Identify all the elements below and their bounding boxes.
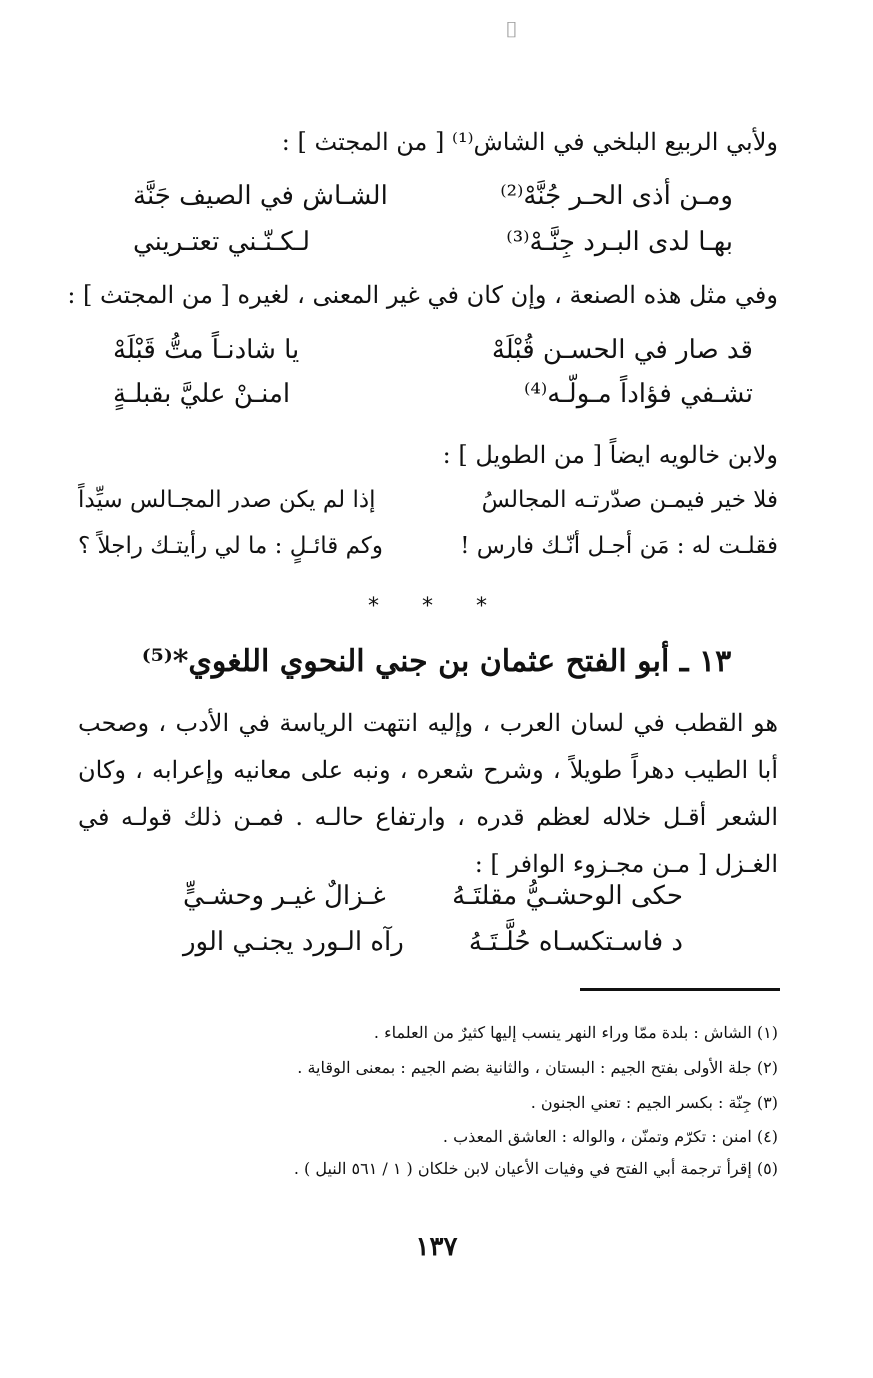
hemistich: فقلـت له : مَن أجـل أنّـك فارس ! (460, 533, 778, 559)
footnote: (٢) جلة الأولى بفتح الجيم : البستان ، والثانية بضم الجيم : بمعنى الوقاية . (297, 1058, 778, 1077)
verse-1-line-2 (133, 226, 733, 258)
section-separator: * * * (368, 594, 505, 619)
page-number: ١٣٧ (415, 1232, 458, 1262)
verse-2-line-1 (113, 334, 753, 366)
verse-3-line-2 (78, 530, 778, 562)
hemistich: د فاسـتكسـاه حُلَّـتَـهُ (468, 927, 683, 957)
hemistich: امنـنْ عليَّ بقبلـةٍ (113, 379, 291, 409)
hemistich: إذا لم يكن صدر المجـالس سيِّداً (78, 487, 376, 513)
footnote: (١) الشاش : بلدة ممّا وراء النهر ينسب إليها كثيرٌ من العلماء . (373, 1023, 778, 1042)
footnote: (٣) جِنّة : بكسر الجيم : تعني الجنون . (530, 1093, 778, 1112)
verse-2-line-2 (113, 378, 753, 410)
verse-3-line-1 (78, 484, 778, 516)
hemistich: يا شادنـاً متُّ قَبْلَهْ (113, 335, 300, 365)
hemistich: بهـا لدى البـرد جِنَّـهْ⁽³⁾ (506, 227, 733, 257)
intro-line-3: ولابن خالويه ايضاً [ من الطويل ] : (442, 441, 778, 469)
hemistich: حكى الوحشـيُّ مقلتَـهُ (452, 881, 683, 911)
body-paragraph: هو القطب في لسان العرب ، وإليه انتهت الرياسة في الأدب ، وصحب أبا الطيب دهراً طويلاً ، وشرح شعره ، ونبه على معانيه وإعرابه ، وكان الشعر أقـل خلاله لعظم قدره ، وارتفاع حالـه . فمـن ذلك قولـه في الغـزل [ مـن مجـزوء الوافر ] : (78, 709, 778, 878)
scan-mark: ⌷ (505, 18, 519, 43)
section-heading: ١٣ ـ أبو الفتح عثمان بن جني النحوي اللغوي*⁽⁵⁾ (141, 644, 732, 679)
footnote-divider (580, 988, 780, 991)
hemistich: وكم قائـلٍ : ما لي رأيتـك راجلاً ؟ (78, 533, 383, 559)
verse-1-line-1 (133, 180, 733, 212)
verse-4-line-2 (183, 926, 683, 958)
hemistich: رآه الـورد يجنـي الور (183, 927, 404, 957)
hemistich: غـزالٌ غيـر وحشـيٍّ (183, 881, 386, 911)
intro-line-2: وفي مثل هذه الصنعة ، وإن كان في غير المعنى ، لغيره [ من المجتث ] : (67, 281, 778, 309)
verse-4-line-1 (183, 880, 683, 912)
hemistich: لـكـنّـني تعتـريني (133, 227, 311, 257)
footnote: (٥) إقرأ ترجمة أبي الفتح في وفيات الأعيان لابن خلكان ( ١ / ٥٦١ النيل ) . (293, 1159, 778, 1178)
footnote: (٤) امنن : تكرّم وتمنّن ، والواله : العاشق المعذب . (442, 1127, 778, 1146)
hemistich: ومـن أذى الحـر جُنَّهْ⁽²⁾ (500, 181, 733, 211)
hemistich: قد صار في الحسـن قُبْلَهْ (491, 335, 753, 365)
hemistich: تشـفي فؤاداً مـولّـه⁽⁴⁾ (524, 379, 753, 409)
hemistich: الشـاش في الصيف جَنَّة (133, 181, 388, 211)
intro-line-1: ولأبي الربيع البلخي في الشاش⁽¹⁾ [ من المجتث ] : (281, 128, 778, 156)
hemistich: فلا خير فيمـن صدّرتـه المجالسُ (481, 487, 778, 513)
